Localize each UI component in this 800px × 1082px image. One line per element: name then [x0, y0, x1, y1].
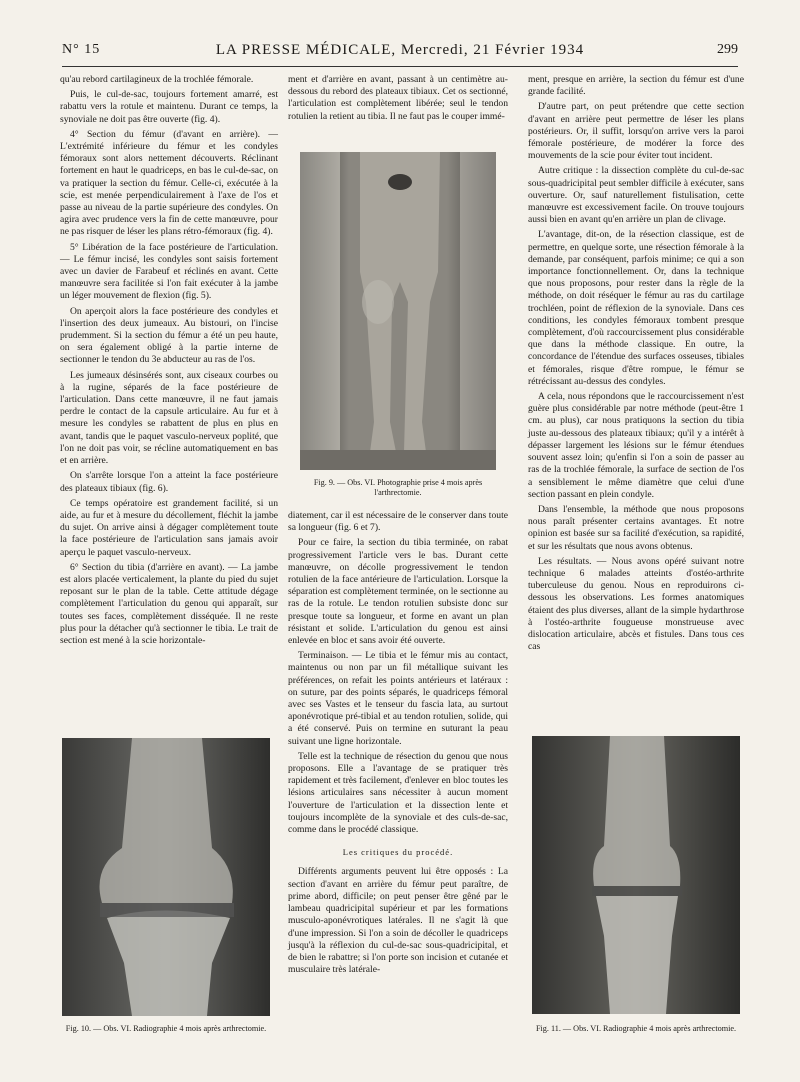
paragraph: qu'au rebord cartilagineux de la trochlée fémorale.	[60, 74, 254, 85]
page-header	[62, 42, 738, 64]
figure-9-photograph	[300, 152, 496, 470]
paragraph: Les jumeaux désinsérés sont, aux ciseaux courbes ou à la rugine, séparés de la face postérieure de l'articulation. Dans cette manœuvre, il ne faut jamais perdre le contact de la capsule articulaire. Au fur et à mesure les condyles se rabattent de plus en plus en avant, tandis que le paquet vasculo-nerveux poplité, que l'on ne doit pas voir, se récline automatiquement en bas et en arrière.	[60, 369, 278, 467]
paragraph: ment et d'arrière en avant, passant à un centimètre au-dessous du rebord des plateaux tibiaux. Cet os sectionné, l'articulation est complètement libérée; seul le tendon rotulien la retient au tibia. Il ne faut pas le couper immé-	[288, 74, 508, 122]
paragraph: Différents arguments peuvent lui être opposés : La section d'avant en arrière du fémur peut paraître, de prime abord, difficile; on peut penser être gêné par le lambeau quadricipital supérieur et par les formations musculo-aponévrotiques latérales. Il ne s'agit là que d'une impression. Si l'on a soin de décoller le quadriceps jusqu'à la réflexion du cul-de-sac sous-quadricipital, et de bien le rabattre; si l'on porte son incision et cutanée et musculaire très latérale-	[288, 866, 508, 976]
column-1	[60, 74, 278, 650]
column-2-top	[288, 74, 508, 126]
paragraph: Ce temps opératoire est grandement facilité, si un aide, au fur et à mesure du décollement, fléchit la jambe du sujet. On arrive ainsi à dégager complètement toute la face postérieure de l'articulation sans jamais avoir aperçu le paquet vasculo-nerveux.	[60, 497, 278, 558]
header-rule	[62, 66, 738, 67]
paragraph: On s'arrête lorsque l'on a atteint la face postérieure des plateaux tibiaux (fig. 6).	[60, 470, 278, 494]
paragraph: Les résultats. — Nous avons opéré suivant notre technique 6 malades atteints d'ostéo-arthrite tuberculeuse du genou. Nous en reproduirons ci-dessous les observations. Les formes anatomiques étaient des plus diverses, allant de la simple hydarthrose à l'ostéo-arthrite fougueuse monstrueuse avec dislocation articulaire, abcès et fistules. Dans tous ces cas	[528, 555, 744, 653]
journal-title: LA PRESSE MÉDICALE, Mercredi, 21 Février 1934	[215, 42, 585, 58]
page-number: 299	[717, 42, 738, 57]
column-2-bottom	[288, 510, 508, 979]
paragraph: ment, presque en arrière, la section du fémur est d'une grande facilité.	[528, 74, 744, 98]
issue-number: N° 15	[62, 42, 101, 57]
paragraph: Pour ce faire, la section du tibia terminée, on rabat progressivement l'article vers le bas. Durant cette manœuvre, on décolle progressivement le tendon rotulien de la face antérieure de l'articulation. Lorsque la séparation est complètement terminée, on le sectionne au ras de la rotule. Le tendon rotulien subsiste donc sur presque toute sa longueur, et forme en avant un plan résistant et solide. L'articulation du genou est ainsi enlevée en bloc et sans avoir été ouverte.	[288, 537, 508, 647]
paragraph: diatement, car il est nécessaire de le conserver dans toute sa longueur (fig. 6 et 7).	[288, 510, 508, 534]
figure-11-radiograph	[532, 736, 740, 1014]
paragraph: Telle est la technique de résection du genou que nous proposons. Elle a l'avantage de se pratiquer très rapidement et très facilement, d'enlever en bloc toutes les lésions articulaires sans nécessiter à aucun moment l'ouverture de l'articulation et la dissection lente et toujours incomplète de la synoviale et des culs-de-sac, comme dans le procédé classique.	[288, 750, 508, 836]
figure-11-caption: Fig. 11. — Obs. VI. Radiographie 4 mois après arthrectomie.	[535, 1024, 737, 1033]
paragraph: Puis, le cul-de-sac, toujours fortement amarré, est rabattu vers la rotule et maintenu. Durant ce temps, la synoviale ne doit pas être ouverte (fig. 4).	[60, 89, 278, 125]
paragraph: 5° Libération de la face postérieure de l'articulation. — Le fémur incisé, les condyles sont saisis fortement avec un davier de Farabeuf et réclinés en avant. Cette manœuvre sera facilitée si l'on fait exécuter à la jambe un léger mouvement de flexion (fig. 5).	[60, 241, 278, 302]
section-heading: Les critiques du procédé.	[342, 847, 454, 858]
paragraph: Terminaison. — Le tibia et le fémur mis au contact, maintenus ou non par un fil métallique suivant les préférences, on refait les points antérieurs et latéraux : on suture, par des points séparés, le quadriceps fémoral avec ses Vastes et le tenseur du fascia lata, au surtout aponévrotique pré-tibial et au tendon rotulien, solide, qui a été conservé. Puis on termine en suturant la peau suivant une ligne horizontale.	[288, 650, 508, 747]
figure-9-caption: Fig. 9. — Obs. VI. Photographie prise 4 mois après l'arthrectomie.	[313, 478, 483, 497]
paragraph: 4° Section du fémur (d'avant en arrière). — L'extrémité inférieure du fémur et les condyles fémoraux sont alors nettement découverts. Réclinant fortement en haut le quadriceps, en bas le cul-de-sac, on va pratiquer la section du fémur. Celle-ci, exécutée à la scie, est menée perpendiculairement à l'axe de l'os et passe au niveau de la partie supérieure des condyles. On agira avec prudence vers la fin de cette manœuvre, pour ne pas risquer de léser les plans rétro-fémoraux (fig. 4).	[60, 128, 278, 238]
figure-10-radiograph	[62, 738, 270, 1016]
paragraph: Autre critique : la dissection complète du cul-de-sac sous-quadricipital peut sembler difficile à exécuter, sans ouverture. Or, sauf naturellement fistulisation, cette manœuvre est excessivement facile. On trouve toujours aussi bien en avant qu'en arrière un plan de clivage.	[528, 165, 744, 226]
paragraph: D'autre part, on peut prétendre que cette section d'avant en arrière peut permettre de léser les plans postérieurs. Or, il suffit, lorsqu'on arrive vers la paroi fémorale postérieure, de modérer la force des mouvements de la scie pour éviter tout incident.	[528, 101, 744, 162]
paragraph: 6° Section du tibia (d'arrière en avant). — La jambe est alors placée verticalement, la plante du pied du sujet reposant sur le plan de la table. Cette attitude dégage complètement l'articulation du genou qui apparaît, sur toutes ses faces, complètement disséquée. Il ne reste plus pour la détacher qu'à sectionner le tibia. Le trait de section est mené à la scie horizontale-	[60, 561, 278, 646]
paragraph: A cela, nous répondons que le raccourcissement n'est guère plus considérable par notre méthode (peut-être 1 cm. au plus), car nous pratiquons la section du tibia juste au-dessous des plateaux tibiaux; qu'il y a intérêt à dépasser largement les lésions sur le fémur étendues souvent assez loin; qu'enfin si l'on a soin de passer au ras de la trochlée fémorale, la surface de section de l'os a sensiblement le même diamètre que celui d'une section passant en plein condyle.	[528, 391, 744, 500]
paragraph: On aperçoit alors la face postérieure des condyles et l'insertion des deux jumeaux. Au bistouri, on l'incise prudemment. Si la section du fémur a été un peu haute, on sera également obligé à la partie interne de sectionner le tendon du 3e abducteur au ras de l'os.	[60, 305, 278, 366]
column-3	[528, 74, 744, 656]
figure-10-caption: Fig. 10. — Obs. VI. Radiographie 4 mois après arthrectomie.	[65, 1024, 267, 1033]
paragraph: Dans l'ensemble, la méthode que nous proposons nous paraît présenter certains avantages. Et notre opinion est basée sur sa facilité d'exécution, sa rapidité, et sur les résultats que nous avons obtenus.	[528, 503, 744, 552]
paragraph: L'avantage, dit-on, de la résection classique, est de permettre, en quelque sorte, une résection fémorale à la demande, par conséquent, parfois minime; ce qui a son importance fonctionnellement. Or, dans la technique que nous proposons, pour rester dans la règle de la méthode, on doit réséquer le fémur au ras du cartilage trochléen, point de réflexion de la synoviale. Dans ces conditions, les condyles fémoraux tombent presque complètement, d'où raccourcissement plus considérable que dans la méthode classique. En outre, la concordance de l'étendue des surfaces osseuses, tibiales et fémorales, risque d'être rompue, le fémur se rétrécissant au-dessus des condyles.	[528, 229, 744, 387]
